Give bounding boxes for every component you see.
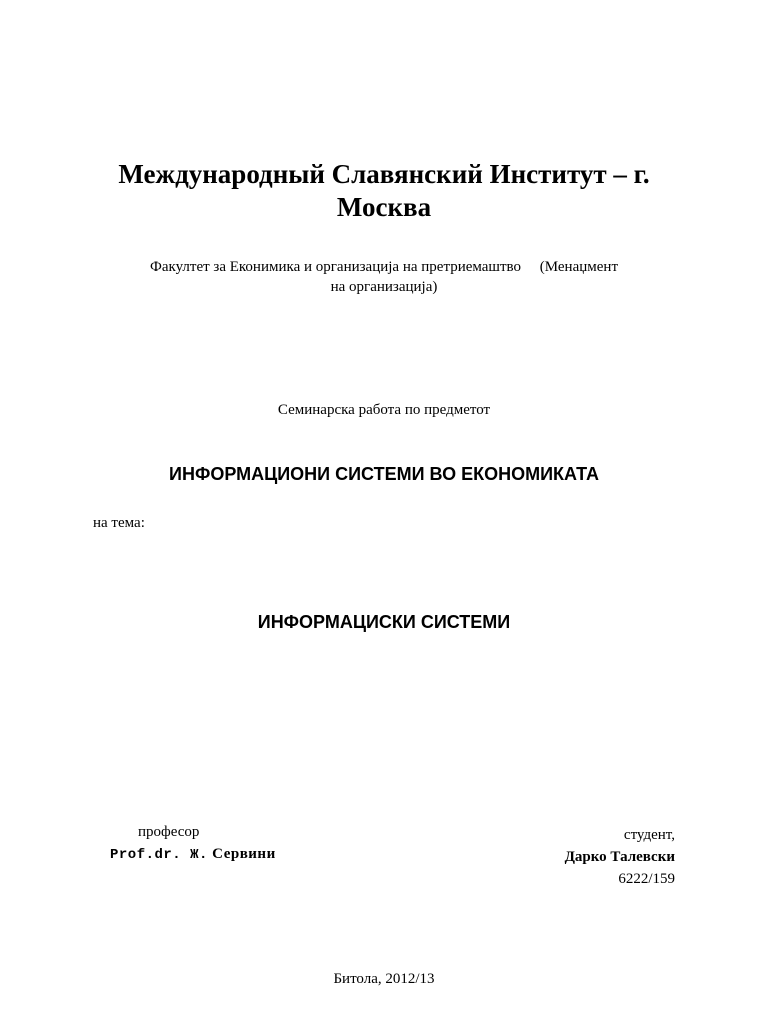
seminar-subtitle: Семинарска работа по предметот	[277, 402, 491, 418]
faculty-name	[95, 257, 673, 297]
faculty-name-line1: Факултет за Еконимика и организација на претриемаштво (Менаџмент	[149, 259, 618, 275]
student-role: студент,	[623, 827, 675, 843]
professor-role: професор	[138, 824, 200, 840]
student-name: Дарко Талевски	[564, 849, 675, 865]
institute-title-line2: Москва	[336, 192, 432, 222]
institute-title-line1: Международный Славянский Институт – г.	[118, 159, 650, 189]
city-year: Битола, 2012/13	[333, 971, 435, 987]
student-block	[565, 824, 675, 890]
professor-name	[110, 846, 276, 863]
student-id: 6222/159	[618, 871, 675, 887]
professor-surname: Сервини	[212, 846, 276, 862]
course-title: ИНФОРМАЦИОНИ СИСТЕМИ ВО ЕКОНОМИКАТА	[169, 464, 599, 484]
professor-title-prefix: Prof.dr. Ж.	[110, 847, 208, 863]
institute-title	[0, 158, 768, 224]
topic-title: ИНФОРМАЦИСКИ СИСТЕМИ	[257, 612, 511, 632]
topic-label: на тема:	[93, 515, 145, 531]
faculty-name-line2: на организација)	[330, 279, 438, 295]
